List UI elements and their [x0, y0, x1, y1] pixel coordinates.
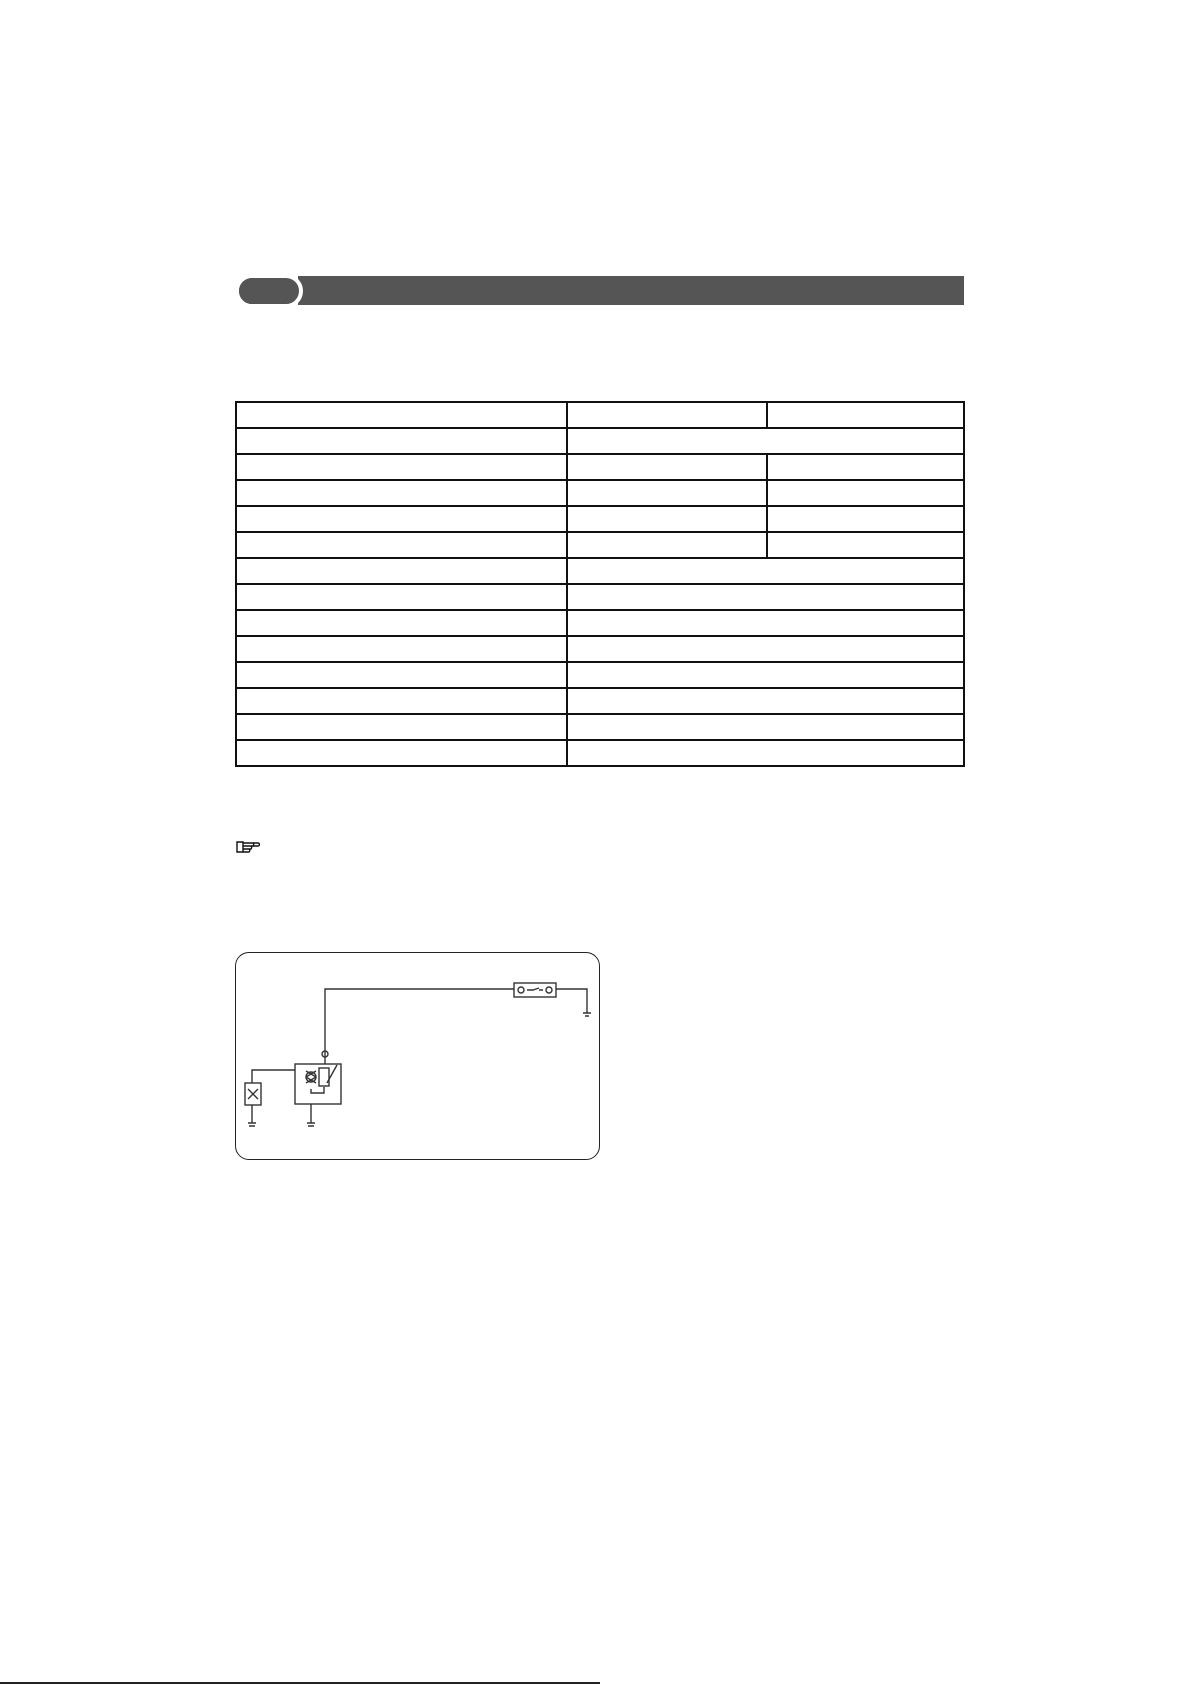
table-row: [236, 714, 964, 740]
table-row: [236, 558, 964, 584]
table-cell: [567, 714, 964, 740]
table-row: [236, 610, 964, 636]
table-row: [236, 662, 964, 688]
table-cell: [567, 740, 964, 766]
table-cell-label: [236, 428, 567, 454]
table-cell-label: [236, 636, 567, 662]
table-cell: [767, 454, 964, 480]
table-cell: [567, 636, 964, 662]
pointing-hand-icon: [236, 838, 260, 854]
table-cell: [567, 480, 766, 506]
table-cell-label: [236, 584, 567, 610]
table-row: [236, 402, 964, 428]
table-row: [236, 688, 964, 714]
table-row: [236, 584, 964, 610]
table-cell: [767, 402, 964, 428]
spec-table: [235, 401, 965, 767]
table-cell: [567, 610, 964, 636]
wiring-schematic: [236, 953, 601, 1161]
table-cell-label: [236, 688, 567, 714]
table-cell: [767, 532, 964, 558]
section-number: [239, 278, 295, 304]
table-cell-label: [236, 558, 567, 584]
footer-rule: [0, 1682, 600, 1684]
table-row: [236, 740, 964, 766]
table-row: [236, 532, 964, 558]
table-cell: [767, 480, 964, 506]
wiring-diagram: [235, 952, 600, 1160]
table-cell-label: [236, 480, 567, 506]
table-cell-label: [236, 662, 567, 688]
table-cell: [567, 662, 964, 688]
table-cell-label: [236, 454, 567, 480]
table-cell: [567, 584, 964, 610]
table-cell: [567, 532, 766, 558]
section-header-bar: [298, 276, 964, 305]
table-cell-label: [236, 714, 567, 740]
table-cell-label: [236, 402, 567, 428]
table-cell: [767, 506, 964, 532]
table-row: [236, 506, 964, 532]
table-cell: [567, 454, 766, 480]
table-cell: [567, 428, 964, 454]
table-cell: [567, 402, 766, 428]
table-cell-label: [236, 506, 567, 532]
table-row: [236, 480, 964, 506]
table-row: [236, 428, 964, 454]
table-cell-label: [236, 610, 567, 636]
table-row: [236, 454, 964, 480]
table-cell: [567, 688, 964, 714]
table-cell: [567, 506, 766, 532]
table-cell-label: [236, 740, 567, 766]
table-cell: [567, 558, 964, 584]
table-row: [236, 636, 964, 662]
table-cell-label: [236, 532, 567, 558]
